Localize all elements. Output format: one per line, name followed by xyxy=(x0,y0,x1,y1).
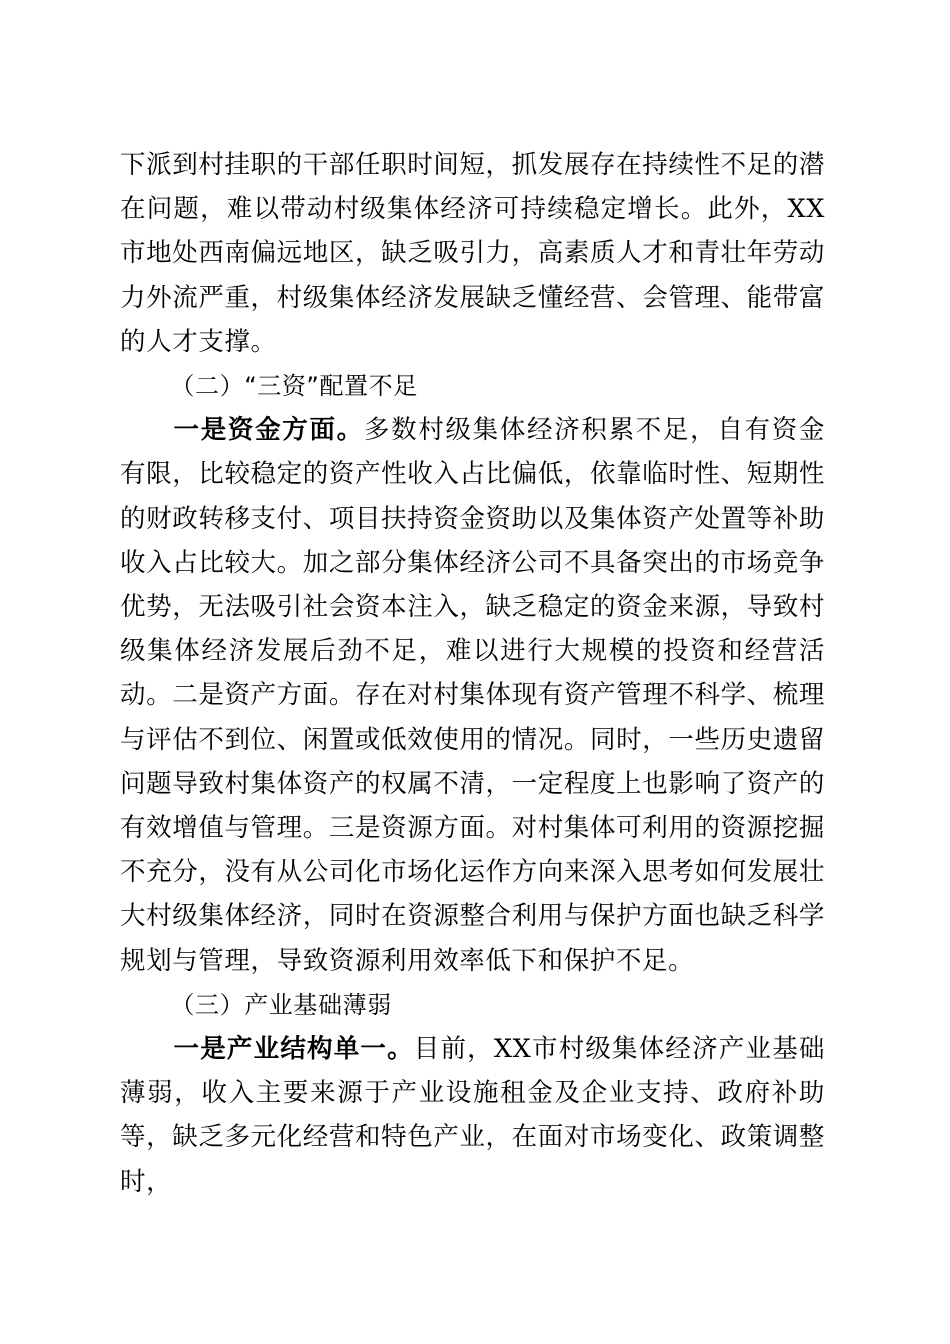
paragraph-funds xyxy=(120,408,825,983)
paragraph-funds-lead: 一是资金方面。 xyxy=(173,415,364,446)
paragraph-industry xyxy=(120,1027,825,1204)
paragraph-funds-body: 多数村级集体经济积累不足，自有资金有限，比较稳定的资产性收入占比偏低，依靠临时性、短期性的财政转移支付、项目扶持资金资助以及集体资产处置等补助收入占比较大。加之部分集体经济公司不具备突出的市场竞争优势，无法吸引社会资本注入，缺乏稳定的资金来源，导致村级集体经济发展后劲不足，难以进行大规模的投资和经营活动。二是资产方面。存在对村集体现有资产管理不科学、梳理与评估不到位、闲置或低效使用的情况。同时，一些历史遗留问题导致村集体资产的权属不清，一定程度上也影响了资产的有效增值与管理。三是资源方面。对村集体可利用的资源挖掘不充分，没有从公司化市场化运作方向来深入思考如何发展壮大村级集体经济，同时在资源整合利用与保护方面也缺乏科学规划与管理，导致资源利用效率低下和保护不足。 xyxy=(120,415,825,976)
paragraph-continuation: 下派到村挂职的干部任职时间短，抓发展存在持续性不足的潜在问题，难以带动村级集体经济可持续稳定增长。此外，XX市地处西南偏远地区，缺乏吸引力，高素质人才和青壮年劳动力外流严重，村级集体经济发展缺乏懂经营、会管理、能带富的人才支撑。 xyxy=(120,150,825,357)
document-body xyxy=(120,143,825,1204)
paragraph-industry-body: 目前，XX市村级集体经济产业基础薄弱，收入主要来源于产业设施租金及企业支持、政府补助等，缺乏多元化经营和特色产业，在面对市场变化、政策调整时， xyxy=(120,1034,825,1197)
section-heading-2: （二）“三资”配置不足 xyxy=(170,372,418,401)
section-heading-3: （三）产业基础薄弱 xyxy=(170,990,392,1019)
paragraph-industry-lead: 一是产业结构单一。 xyxy=(173,1034,414,1065)
